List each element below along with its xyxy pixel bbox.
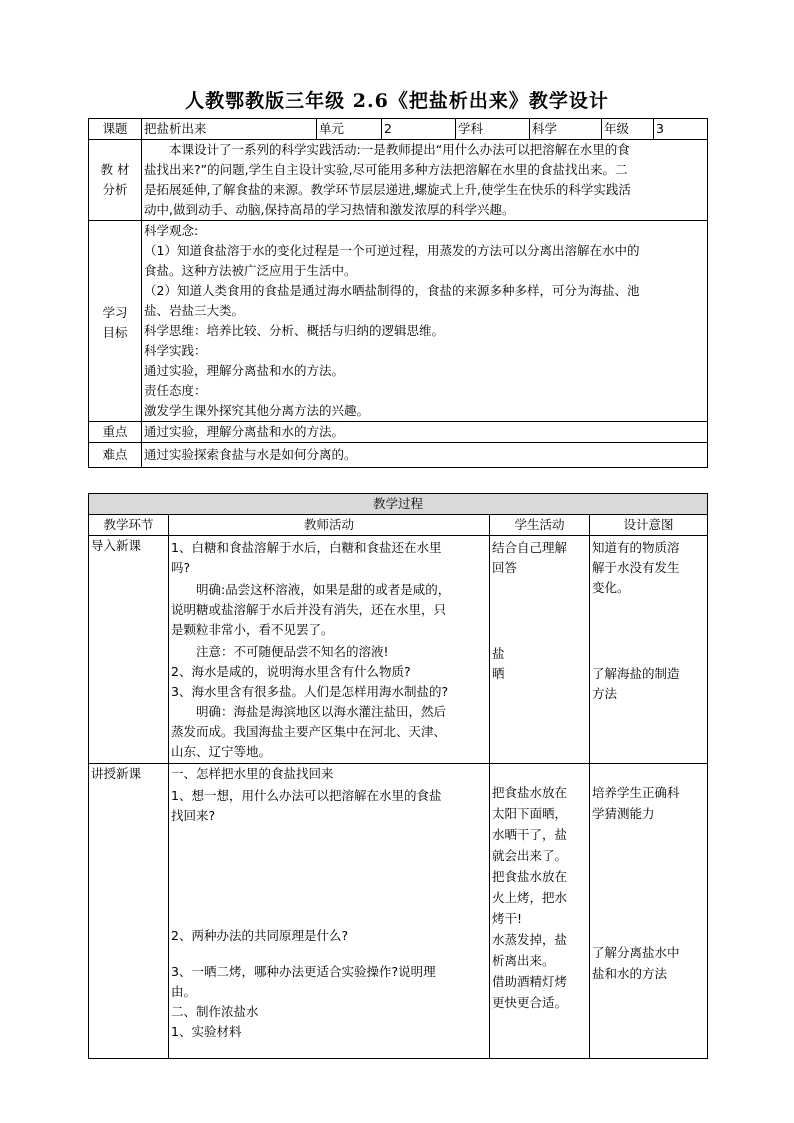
header-stage: 教学环节 — [89, 515, 169, 536]
header-intent: 设计意图 — [590, 515, 708, 536]
process-header-row — [89, 515, 708, 536]
process-table — [88, 493, 708, 1059]
process-section-title: 教学过程 — [89, 494, 708, 515]
grade-label: 年级 — [602, 119, 654, 140]
header-teacher: 教师活动 — [169, 515, 490, 536]
newlesson-teacher: 一、怎样把水里的食盐找回来 1、想一想，用什么办法可以把溶解在水里的食盐 找回来? 2、两种办法的共同原理是什么? 3、一晒二烤，哪种办法更适合实验操作?说明理 由。 二、制作浓盐水 1、实验材料 — [169, 764, 490, 1059]
intro-row — [89, 536, 708, 764]
course-label: 课题 — [89, 119, 142, 140]
objectives-text: 科学观念: （1）知道食盐溶于水的变化过程是一个可逆过程，用蒸发的方法可以分离出溶解在水中的 食盐。这种方法被广泛应用于生活中。 （2）知道人类食用的食盐是通过海水晒盐制得的，食盐的来源多种多样，可分为海盐、池 盐、岩盐三大类。 科学思维：培养比较、分析、概括与归纳的逻辑思维。 科学实践： 通过实验，理解分离盐和水的方法。 责任态度： 激发学生课外探究其他分离方法的兴趣。 — [142, 221, 708, 422]
difficulty-label: 难点 — [89, 443, 142, 468]
process-title-row — [89, 494, 708, 515]
header-student: 学生活动 — [490, 515, 590, 536]
intro-intent: 知道有的物质溶 解于水没有发生 变化。 了解海盐的制造 方法 — [590, 536, 708, 764]
newlesson-student: 把食盐水放在 太阳下面晒， 水晒干了，盐 就会出来了。 把食盐水放在 火上烤，把水 烤干! 水蒸发掉，盐 析离出来。 借助酒精灯烤 更快更合适。 — [490, 764, 590, 1059]
lesson-info-table — [88, 118, 708, 468]
objectives-row — [89, 221, 708, 422]
difficulty-row — [89, 443, 708, 468]
subject-value: 科学 — [530, 119, 602, 140]
key-row — [89, 422, 708, 443]
subject-label: 学科 — [456, 119, 530, 140]
newlesson-row — [89, 764, 708, 1059]
intro-teacher: 1、白糖和食盐溶解于水后，白糖和食盐还在水里 吗? 明确:品尝这杯溶液，如果是甜的或者是咸的， 说明糖或盐溶解于水后并没有消失，还在水里，只 是颗粒非常小，看不见罢了。 注意：不可随便品尝不知名的溶液! 2、海水是咸的，说明海水里含有什么物质? 3、海水里含有很多盐。人们是怎样用海水制盐的? 明确：海盐是海滨地区以海水灌注盐田，然后 蒸发而成。我国海盐主要产区集中在河北、天津、 山东、辽宁等地。 — [169, 536, 490, 764]
difficulty-text: 通过实验探索食盐与水是如何分离的。 — [142, 443, 708, 468]
page-title: 人教鄂教版三年级 2.6《把盐析出来》教学设计 — [185, 90, 609, 112]
analysis-text: 本课设计了一系列的科学实践活动:一是教师提出“用什么办法可以把溶解在水里的食 盐找出来?”的问题,学生自主设计实验,尽可能用多种方法把溶解在水里的食盐找出来。二 是拓展延伸,了解食盐的来源。教学环节层层递进,螺旋式上升,使学生在快乐的科学实践活 动中,做到动手、动脑,保持高昂的学习热情和激发浓厚的科学兴趣。 — [142, 140, 708, 221]
key-label: 重点 — [89, 422, 142, 443]
objectives-label: 学习 目标 — [89, 221, 142, 422]
intro-student: 结合自己理解 回答 盐 晒 — [490, 536, 590, 764]
unit-value: 2 — [382, 119, 456, 140]
unit-label: 单元 — [317, 119, 382, 140]
intro-stage: 导入新课 — [89, 536, 169, 764]
newlesson-intent: 培养学生正确科 学猜测能力 了解分离盐水中 盐和水的方法 — [590, 764, 708, 1059]
grade-value: 3 — [654, 119, 708, 140]
key-text: 通过实验，理解分离盐和水的方法。 — [142, 422, 708, 443]
info-row — [89, 119, 708, 140]
analysis-label: 教 材 分析 — [89, 140, 142, 221]
course-value: 把盐析出来 — [142, 119, 317, 140]
newlesson-stage: 讲授新课 — [89, 764, 169, 1059]
analysis-row — [89, 140, 708, 221]
